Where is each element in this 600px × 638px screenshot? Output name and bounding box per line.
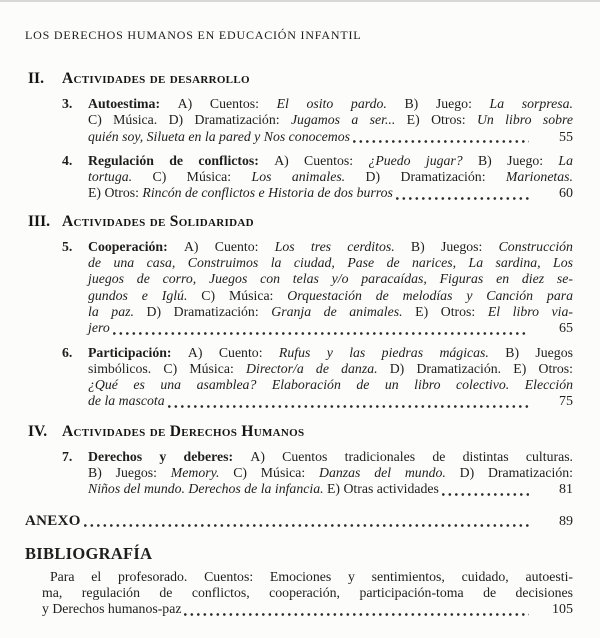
- text-segment: D) Dramatización. E) Otros:: [377, 360, 573, 376]
- text-segment: E) Otros:: [395, 112, 477, 128]
- text-segment: E) Otros:: [402, 303, 488, 319]
- toc-line: [88, 96, 573, 112]
- text-segment: D) Dramatización:: [133, 303, 272, 319]
- item-number: 7.: [62, 448, 73, 464]
- anexo-page-number: 89: [559, 513, 573, 529]
- toc-item: [62, 345, 600, 411]
- text-segment: C) Música:: [187, 287, 288, 303]
- line-text: [88, 129, 350, 145]
- text-segment: La: [558, 152, 573, 168]
- text-segment: A) Cuentos tradicionales de distintas culturas.: [250, 448, 574, 464]
- text-segment: A) Cuentos:: [274, 152, 369, 168]
- text-segment: Para el profesorado. Cuentos: Emociones y sentimientos, cuidado, autoesti-: [50, 568, 573, 584]
- page-number: 75: [559, 394, 573, 410]
- running-header: LOS DERECHOS HUMANOS EN EDUCACIÓN INFANTIL: [25, 28, 362, 42]
- text-segment: D) Dramatización:: [345, 169, 506, 185]
- text-segment: Regulación de conflictos:: [88, 152, 275, 168]
- text-segment: Autoestima:: [88, 96, 178, 111]
- text-segment: Cooperación:: [88, 238, 184, 254]
- toc-line: [88, 288, 573, 304]
- text-segment: A) Cuento:: [183, 238, 275, 254]
- text-segment: A) Cuentos:: [177, 96, 277, 111]
- text-segment: jero: [88, 320, 110, 336]
- toc-line: [88, 320, 573, 337]
- section-numeral: III.: [28, 212, 50, 230]
- toc-line: [88, 377, 573, 393]
- text-segment: Un libro sobre: [476, 112, 574, 128]
- dot-leader: [113, 331, 529, 336]
- text-segment: B) Juegos:: [88, 465, 171, 481]
- toc-line: [42, 601, 573, 618]
- text-segment: Director/a de danza.: [246, 360, 378, 376]
- text-segment: Jugamos a ser...: [290, 112, 396, 128]
- toc-line: [88, 481, 573, 498]
- page-number: 81: [559, 482, 573, 498]
- toc-line: [88, 255, 573, 271]
- page-number: 65: [559, 321, 573, 337]
- item-lines: [88, 345, 573, 411]
- text-segment: Los tres cerditos.: [274, 238, 395, 254]
- toc-line: [88, 271, 573, 287]
- toc-line: [88, 304, 573, 320]
- section-heading-iii: [28, 213, 600, 230]
- text-segment: E) Otras actividades: [323, 481, 439, 497]
- text-segment: C) Música. D) Dramatización:: [88, 112, 291, 128]
- text-segment: El libro via-: [487, 303, 573, 319]
- text-segment: ma, regulación de conflictos, cooperación, participación-toma de decisiones: [42, 584, 573, 600]
- text-segment: de la mascota: [88, 393, 165, 409]
- toc-line: [42, 569, 573, 585]
- text-segment: B) Juegos: [488, 344, 573, 360]
- text-segment: ¿Puedo jugar?: [368, 152, 463, 168]
- line-text: [88, 393, 165, 409]
- line-text: [42, 601, 181, 617]
- item-lines: [88, 153, 573, 203]
- text-segment: C) Música:: [132, 169, 252, 185]
- section-numeral: II.: [28, 70, 44, 87]
- item-lines: [88, 239, 573, 338]
- page-number: 60: [559, 186, 573, 202]
- page-number: 55: [559, 129, 573, 145]
- bibliografia-paragraph: [42, 569, 573, 619]
- toc-line: [88, 153, 573, 169]
- toc-line: [88, 361, 573, 377]
- text-segment: Derechos y deberes:: [88, 448, 251, 464]
- text-segment: Los animales.: [251, 169, 346, 185]
- text-segment: quién soy, Silueta en la pared y Nos conocemos: [88, 128, 350, 144]
- line-text: [88, 481, 439, 497]
- text-segment: B) Juegos:: [394, 238, 499, 254]
- toc-line: [88, 169, 573, 185]
- toc-line: [88, 449, 573, 465]
- text-segment: y Derechos humanos-paz: [42, 601, 182, 617]
- text-segment: Memory.: [170, 465, 220, 481]
- item-lines: [88, 449, 573, 499]
- anexo-row: [25, 513, 573, 530]
- text-segment: simbólicos. C) Música:: [88, 360, 247, 376]
- line-text: [88, 320, 110, 336]
- item-number: 5.: [62, 238, 73, 254]
- text-segment: la paz.: [88, 303, 134, 319]
- text-segment: B) Juego:: [386, 96, 490, 111]
- dot-leader: [168, 404, 529, 409]
- text-segment: de una casa, Construimos la ciudad, Pase de narices, La sardina, Los: [88, 255, 573, 271]
- toc-line: [42, 585, 573, 601]
- toc-line: [88, 112, 573, 128]
- toc-line: [88, 129, 573, 146]
- text-segment: Construcción: [498, 238, 573, 254]
- section-heading-iv: [28, 423, 600, 440]
- toc-item: [62, 96, 600, 146]
- line-text: [88, 185, 393, 201]
- section-heading-ii: [28, 70, 600, 87]
- item-number: 3.: [62, 96, 73, 111]
- section-title: Actividades de Solidaridad: [62, 212, 254, 230]
- toc-line: [88, 239, 573, 255]
- toc-line: [88, 185, 573, 202]
- dot-leader: [184, 612, 529, 617]
- toc-item: [62, 153, 600, 203]
- section-title: Actividades de desarrollo: [62, 70, 250, 87]
- text-segment: Participación:: [88, 344, 188, 360]
- dot-leader: [84, 523, 529, 528]
- text-segment: D) Dramatización:: [445, 465, 573, 481]
- text-segment: Niños del mundo. Derechos de la infancia.: [88, 481, 324, 497]
- page-number: 105: [552, 602, 573, 618]
- section-numeral: IV.: [28, 422, 48, 440]
- toc-item: [62, 449, 600, 499]
- sections-container: [0, 70, 600, 499]
- dot-leader: [442, 492, 529, 497]
- text-segment: Rincón de conflictos e Historia de dos burros: [142, 185, 393, 201]
- text-segment: juegos de corro, Juegos con telas y/o paracaídas, Figuras en diez se-: [88, 271, 573, 287]
- text-segment: La sorpresa.: [489, 96, 573, 111]
- text-segment: Marionetas.: [505, 169, 573, 185]
- text-segment: Danzas del mundo.: [319, 465, 446, 481]
- toc-item: [62, 239, 600, 338]
- item-number: 4.: [62, 152, 73, 168]
- text-segment: ¿Qué es una asamblea? Elaboración de un libro colectivo. Elección: [88, 377, 573, 393]
- item-lines: [88, 96, 573, 146]
- text-segment: gundos e Iglú.: [88, 287, 188, 303]
- text-segment: E) Otros:: [88, 185, 143, 201]
- text-segment: Rufus y las piedras mágicas.: [278, 344, 489, 360]
- dot-leader: [396, 196, 529, 201]
- text-segment: tortuga.: [88, 169, 133, 185]
- item-number: 6.: [62, 344, 73, 360]
- bibliografia-title: BIBLIOGRAFÍA: [25, 543, 153, 563]
- toc-line: [88, 393, 573, 410]
- text-segment: El osito pardo.: [276, 96, 387, 111]
- text-segment: C) Música:: [219, 465, 320, 481]
- toc-line: [88, 345, 573, 361]
- toc-line: [88, 465, 573, 481]
- text-segment: A) Cuento:: [187, 344, 279, 360]
- text-segment: Granja de animales.: [271, 303, 403, 319]
- dot-leader: [353, 139, 529, 144]
- text-segment: B) Juego:: [462, 152, 559, 168]
- section-title: Actividades de Derechos Humanos: [62, 422, 305, 440]
- text-segment: Orquestación de melodías y Canción para: [287, 287, 573, 303]
- anexo-label: ANEXO: [25, 512, 81, 529]
